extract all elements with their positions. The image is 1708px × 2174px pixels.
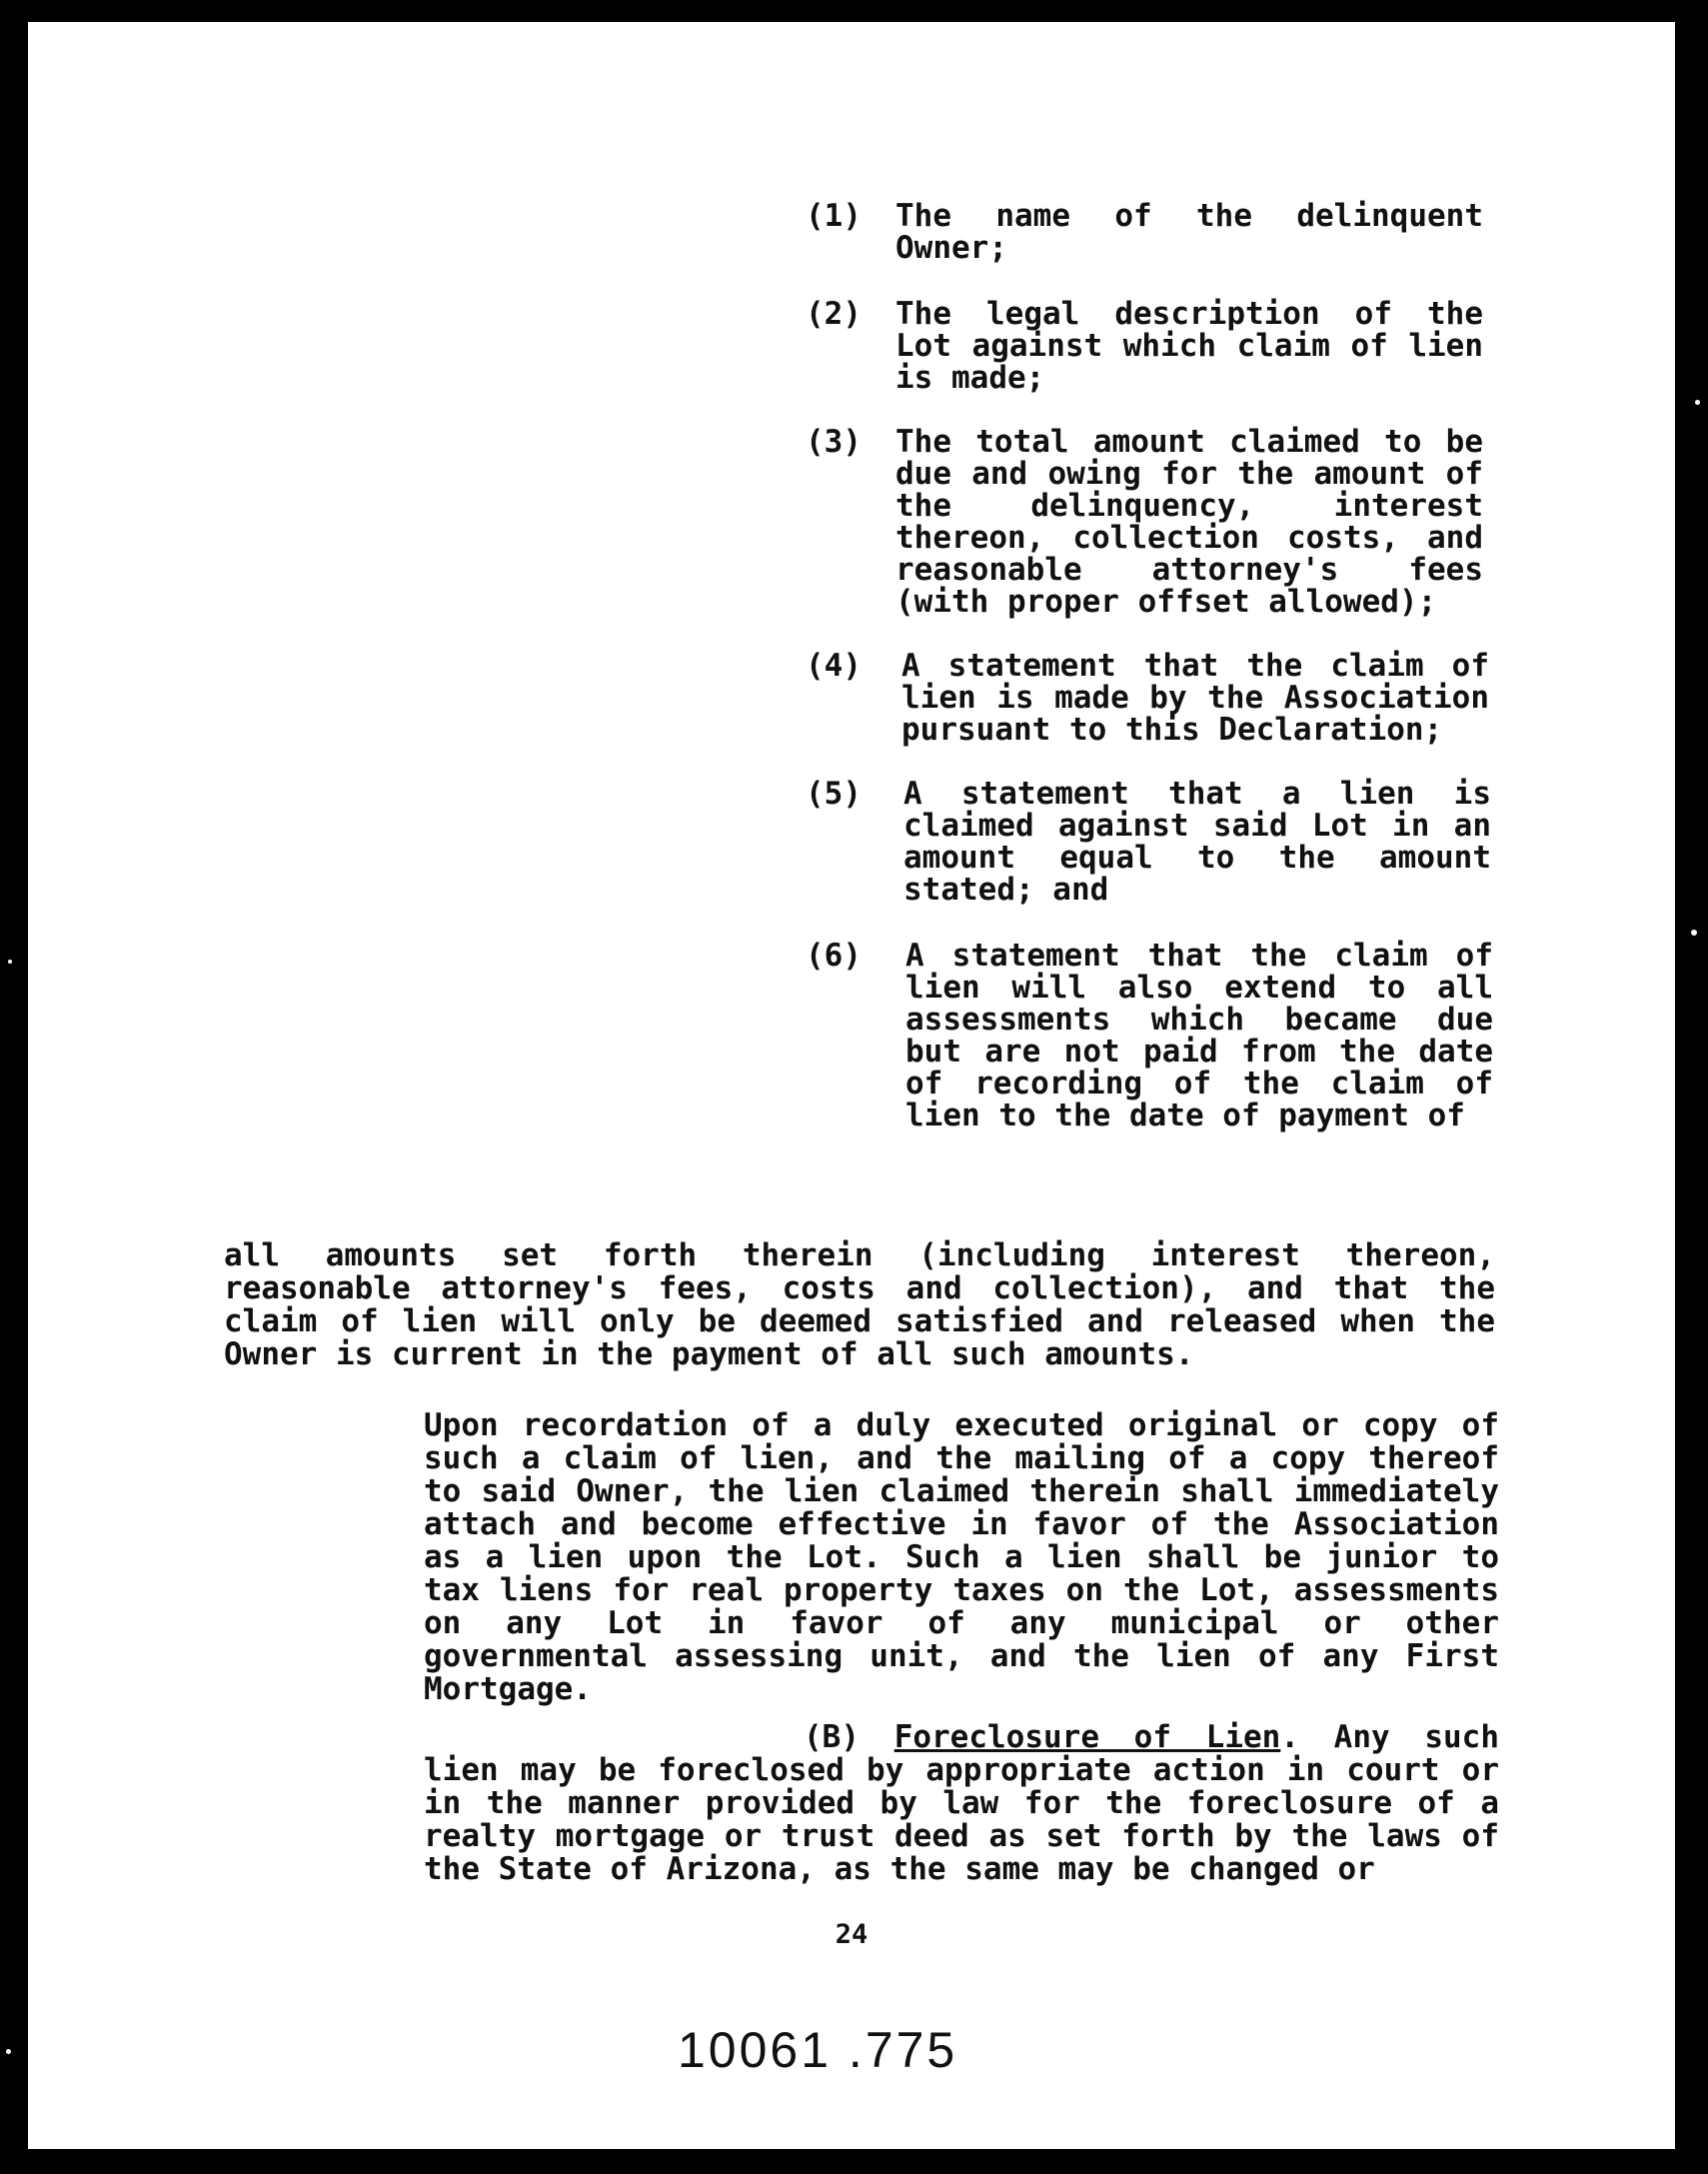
- scan-speck: [8, 960, 12, 964]
- scan-speck: [6, 2049, 11, 2054]
- item-text: A statement that the claim of lien is made by the Association pursuant to this Declaration;: [901, 648, 1489, 748]
- section-b-paragraph: [424, 1721, 1499, 1886]
- document-number: 10061 .775: [678, 2022, 958, 2078]
- section-b-heading: Foreclosure of Lien: [893, 1719, 1281, 1755]
- section-b-label: (B): [804, 1719, 859, 1755]
- item-number: (1): [806, 198, 861, 234]
- item-text: The legal description of the Lot against which claim of lien is made;: [895, 296, 1483, 396]
- item-number: (6): [806, 938, 861, 974]
- document-page: [28, 22, 1675, 2149]
- continuation-paragraph: all amounts set forth therein (including interest thereon, reasonable attorney's fees, costs and collection), and that the claim of lien will only be deemed satisfied and released when the Owner is current in the payment of all such amounts.: [224, 1237, 1495, 1372]
- item-number: (4): [806, 648, 861, 684]
- page-number: 24: [835, 1919, 868, 1950]
- scan-speck: [1695, 400, 1700, 405]
- item-text: The total amount claimed to be due and owing for the amount of the delinquency, interest thereon, collection costs, and reasonable attorney's fees (with proper offset allowed);: [895, 424, 1483, 620]
- scan-speck: [1691, 930, 1697, 936]
- item-text: A statement that a lien is claimed against said Lot in an amount equal to the amount stated; and: [903, 776, 1491, 908]
- section-b-text: . Any such lien may be foreclosed by appropriate action in court or in the manner provided by law for the foreclosure of a realty mortgage or trust deed as set forth by the laws of the State of Arizona, as the same may be changed or: [424, 1719, 1499, 1887]
- item-number: (3): [806, 424, 861, 460]
- item-number: (2): [806, 296, 861, 332]
- item-number: (5): [806, 776, 861, 812]
- item-text: A statement that the claim of lien will also extend to all assessments which became due but are not paid from the date of recording of the claim of lien to the date of payment of: [905, 938, 1493, 1133]
- recordation-paragraph: Upon recordation of a duly executed original or copy of such a claim of lien, and the mailing of a copy thereof to said Owner, the lien claimed therein shall immediately attach and become effective in favor of the Association as a lien upon the Lot. Such a lien shall be junior to tax liens for real property taxes on the Lot, assessments on any Lot in favor of any municipal or other governmental assessing unit, and the lien of any First Mortgage.: [424, 1407, 1499, 1707]
- item-text: The name of the delinquent Owner;: [895, 198, 1483, 266]
